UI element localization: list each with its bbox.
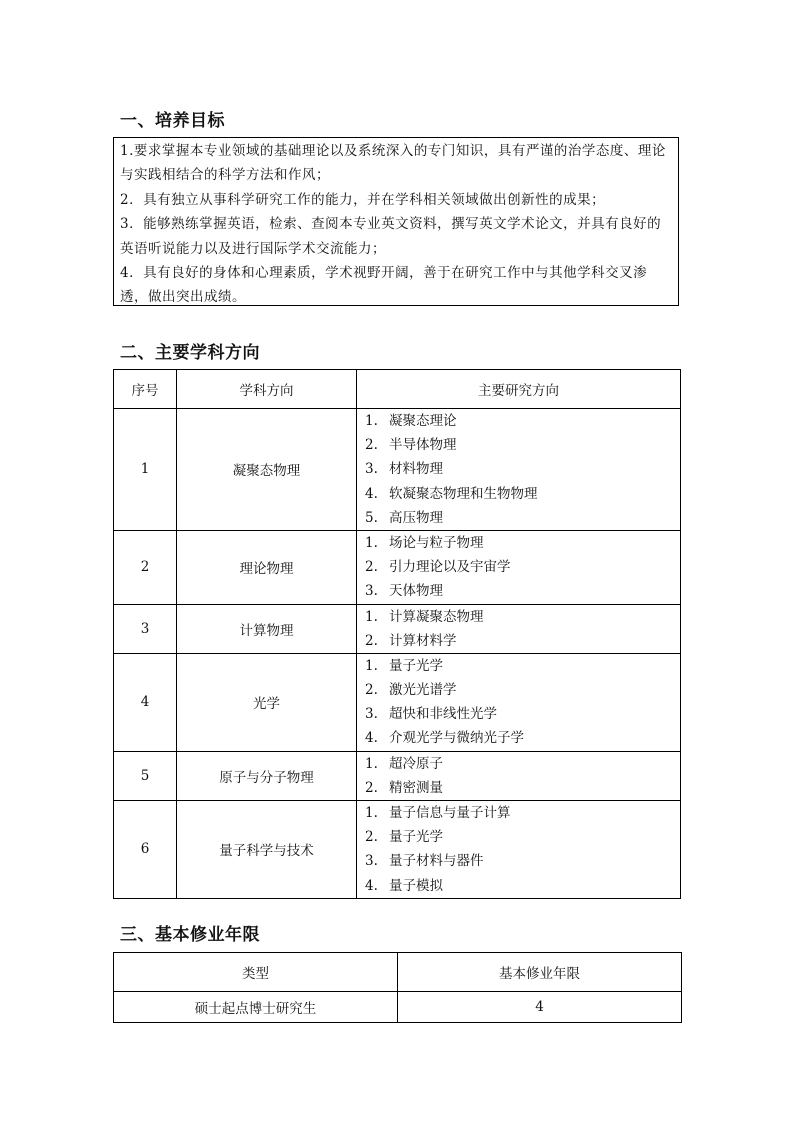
cell-directions [357,604,681,653]
direction-number: 2. [365,682,378,699]
direction-number: 1. [365,608,378,625]
cell-directions [357,530,681,604]
table-row [114,653,681,751]
header-directions: 主要研究方向 [357,370,681,409]
direction-number: 1. [365,657,378,674]
direction-text: 量子光学 [389,829,443,846]
cell-directions [357,751,681,800]
direction-item [365,605,680,629]
table-row [114,530,681,604]
cell-no: 2 [114,530,177,604]
cell-field: 凝聚态物理 [177,409,357,531]
direction-item [365,457,680,481]
direction-number: 1. [365,413,378,429]
section-heading-goals: 一、培养目标 [120,111,225,131]
direction-number: 2. [365,559,378,576]
direction-text: 天体物理 [389,583,443,600]
direction-number: 3. [365,706,378,723]
header-field: 学科方向 [177,370,357,409]
goals-box [113,137,679,306]
direction-number: 2. [365,779,378,796]
direction-item [365,726,680,750]
direction-number: 3. [365,853,378,870]
goal-item: 1.要求掌握本专业领域的基础理论以及系统深入的专门知识，具有严谨的治学态度、理论与实践相结合的科学方法和作风； [120,143,666,184]
direction-number: 4. [365,730,378,747]
table-row [114,801,681,899]
direction-item [365,433,680,457]
direction-text: 场论与粒子物理 [389,534,484,551]
cell-no: 3 [114,604,177,653]
cell-field: 理论物理 [177,530,357,604]
cell-directions [357,801,681,899]
direction-text: 半导体物理 [389,437,457,454]
direction-item [365,825,680,849]
cell-type: 硕士起点博士研究生 [114,992,398,1023]
direction-number: 2. [365,829,378,846]
direction-number: 5. [365,509,378,526]
direction-item [365,874,680,898]
direction-item [365,752,680,776]
direction-item [365,702,680,726]
direction-number: 4. [365,877,378,894]
table-row [114,751,681,800]
direction-number: 4. [365,485,378,502]
direction-number: 1. [365,534,378,551]
direction-item [365,776,680,800]
direction-text: 引力理论以及宇宙学 [389,559,511,576]
cell-no: 1 [114,409,177,531]
direction-text: 计算凝聚态物理 [389,608,484,625]
direction-text: 软凝聚态物理和生物物理 [389,485,538,502]
direction-text: 量子信息与量子计算 [389,805,511,821]
goal-item: 4．具有良好的身体和心理素质，学术视野开阔，善于在研究工作中与其他学科交叉渗透，做出突出成绩。 [120,265,648,306]
direction-number: 3. [365,583,378,600]
header-type: 类型 [114,953,398,992]
direction-text: 超冷原子 [389,755,443,772]
cell-years: 4 [398,992,682,1023]
direction-text: 激光光谱学 [389,682,457,699]
direction-item [365,482,680,506]
direction-text: 超快和非线性光学 [389,706,497,723]
direction-item [365,801,680,825]
direction-item [365,654,680,678]
cell-field: 量子科学与技术 [177,801,357,899]
directions-table [113,369,681,899]
direction-text: 材料物理 [389,461,443,478]
cell-field: 原子与分子物理 [177,751,357,800]
direction-item [365,629,680,653]
direction-text: 量子材料与器件 [389,853,484,870]
direction-text: 介观光学与微纳光子学 [389,730,524,747]
table-row [114,604,681,653]
direction-item [365,506,680,530]
direction-text: 精密测量 [389,779,443,796]
cell-directions [357,653,681,751]
section-heading-duration: 三、基本修业年限 [120,925,260,945]
cell-field: 光学 [177,653,357,751]
direction-text: 计算材料学 [389,632,457,649]
header-years: 基本修业年限 [398,953,682,992]
direction-number: 1. [365,805,378,821]
cell-no: 6 [114,801,177,899]
direction-item [365,555,680,579]
goal-item: 3．能够熟练掌握英语，检索、查阅本专业英文资料，撰写英文学术论文，并具有良好的英语听说能力以及进行国际学术交流能力； [120,216,662,257]
cell-directions [357,409,681,531]
cell-no: 5 [114,751,177,800]
direction-item [365,409,680,433]
cell-no: 4 [114,653,177,751]
direction-number: 3. [365,461,378,478]
direction-item [365,531,680,555]
direction-item [365,678,680,702]
direction-text: 凝聚态理论 [389,413,457,429]
duration-table [113,952,682,1023]
goal-item: 2．具有独立从事科学研究工作的能力，并在学科相关领域做出创新性的成果； [120,191,606,208]
direction-number: 1. [365,755,378,772]
table-row [114,409,681,531]
direction-text: 高压物理 [389,509,443,526]
direction-item [365,849,680,873]
cell-field: 计算物理 [177,604,357,653]
direction-number: 2. [365,632,378,649]
direction-text: 量子模拟 [389,877,443,894]
section-heading-directions: 二、主要学科方向 [120,343,260,363]
direction-item [365,579,680,603]
direction-text: 量子光学 [389,657,443,674]
header-no: 序号 [114,370,177,409]
direction-number: 2. [365,437,378,454]
